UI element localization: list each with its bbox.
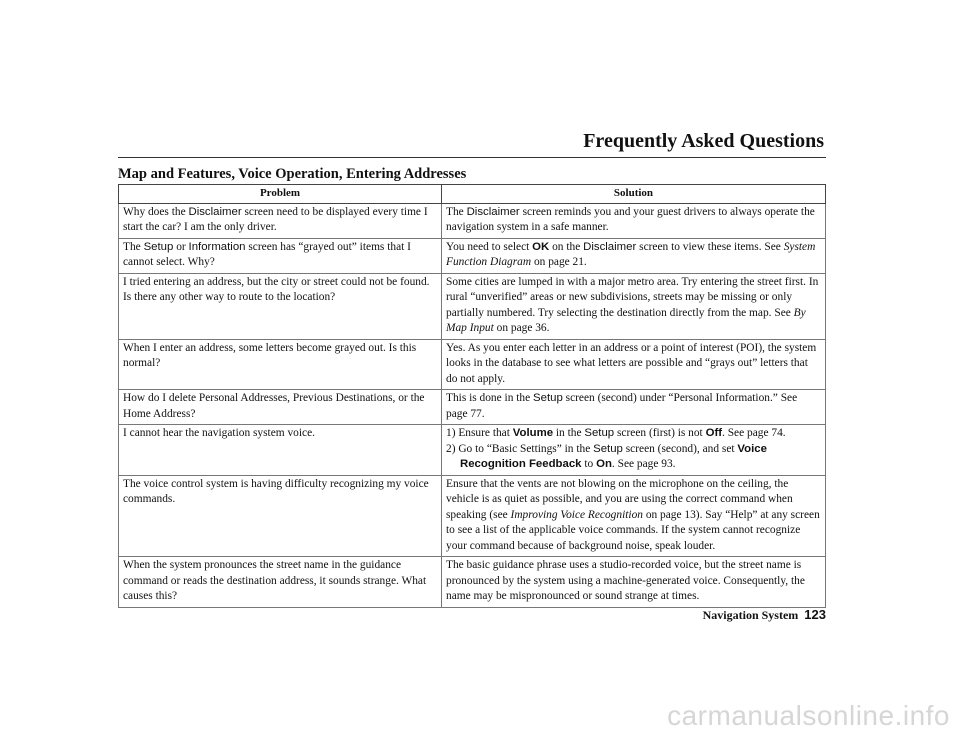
table-row bbox=[119, 273, 826, 339]
table-header-row bbox=[119, 185, 826, 204]
screen-keyword: Volume bbox=[512, 427, 554, 439]
problem-cell: I tried entering an address, but the city or street could not be found. Is there any other way to route to the location? bbox=[119, 273, 442, 339]
problem-cell: The Setup or Information screen has “grayed out” items that I cannot select. Why? bbox=[119, 238, 442, 273]
screen-keyword: Setup bbox=[143, 240, 174, 253]
solution-cell: The basic guidance phrase uses a studio-recorded voice, but the street name is pronounced by the system using a machine-generated voice. Consequently, the name may be mispronounced or sound strange at times. bbox=[442, 557, 826, 608]
faq-table-body bbox=[119, 203, 826, 607]
screen-keyword: OK bbox=[532, 240, 550, 253]
table-row bbox=[119, 339, 826, 390]
solution-cell: Yes. As you enter each letter in an address or a point of interest (POI), the system looks in the database to see what letters are possible and “grays out” letters that do not apply. bbox=[442, 339, 826, 390]
solution-step: 2) Go to “Basic Settings” in the Setup screen (second), and set Voice Recognition Feedback to On. See page 93. bbox=[446, 442, 767, 470]
page-title: Frequently Asked Questions bbox=[583, 130, 824, 152]
table-row bbox=[119, 557, 826, 608]
screen-keyword: Off bbox=[705, 427, 723, 439]
cross-reference: System Function Diagram bbox=[446, 240, 816, 268]
table-row bbox=[119, 238, 826, 273]
screen-keyword: Setup bbox=[533, 392, 563, 404]
screen-keyword: Setup bbox=[593, 442, 623, 455]
screen-keyword: Disclaimer bbox=[188, 205, 242, 218]
problem-cell: Why does the Disclaimer screen need to be displayed every time I start the car? I am the only driver. bbox=[119, 203, 442, 238]
page-footer bbox=[703, 607, 826, 623]
solution-step: 1) Ensure that Volume in the Setup screen (first) is not Off. See page 74. bbox=[446, 427, 786, 439]
screen-keyword: Information bbox=[188, 240, 246, 253]
problem-cell: When I enter an address, some letters become grayed out. Is this normal? bbox=[119, 339, 442, 390]
screen-keyword: On bbox=[596, 458, 612, 470]
footer-label: Navigation System bbox=[702, 608, 799, 622]
table-row bbox=[119, 390, 826, 425]
problem-cell: I cannot hear the navigation system voice. bbox=[119, 425, 442, 476]
problem-cell: How do I delete Personal Addresses, Previous Destinations, or the Home Address? bbox=[119, 390, 442, 425]
watermark-text: carmanualsonline.info bbox=[667, 700, 950, 731]
screen-keyword: Disclaimer bbox=[583, 240, 637, 253]
solution-cell: You need to select OK on the Disclaimer screen to view these items. See System Function Diagram on page 21. bbox=[442, 238, 826, 273]
section-title: Map and Features, Voice Operation, Entering Addresses bbox=[118, 166, 467, 182]
problem-cell: The voice control system is having difficulty recognizing my voice commands. bbox=[119, 475, 442, 557]
page-number: 123 bbox=[804, 607, 826, 622]
solution-cell bbox=[442, 425, 826, 476]
cross-reference: By Map Input bbox=[446, 306, 806, 334]
header-rule bbox=[118, 157, 826, 158]
table-row bbox=[119, 475, 826, 557]
table-row bbox=[119, 425, 826, 476]
solution-cell: Ensure that the vents are not blowing on the microphone on the ceiling, the vehicle is as quiet as possible, and you are using the correct command when speaking (see Improving Voice Recognition on page 13). Say “Help” at any screen to see a list of the applicable voice commands. If the system cannot recognize your command because of background noise, speak louder. bbox=[442, 475, 826, 557]
solution-cell: The Disclaimer screen reminds you and your guest drivers to always operate the navigation system in a safe manner. bbox=[442, 203, 826, 238]
faq-table bbox=[118, 184, 826, 608]
screen-keyword: Voice Recognition Feedback bbox=[460, 442, 767, 470]
problem-cell: When the system pronounces the street name in the guidance command or reads the destination address, it sounds strange. What causes this? bbox=[119, 557, 442, 608]
screen-keyword: Disclaimer bbox=[466, 205, 520, 218]
solution-column-header: Solution bbox=[442, 185, 826, 204]
problem-column-header: Problem bbox=[119, 185, 442, 204]
screen-keyword: Setup bbox=[584, 427, 615, 439]
table-row bbox=[119, 203, 826, 238]
solution-cell: Some cities are lumped in with a major metro area. Try entering the street first. In rural “unverified” areas or new subdivisions, streets may be missing or only partially numbered. Try selecting the destination directly from the map. See By Map Input on page 36. bbox=[442, 273, 826, 339]
cross-reference: Improving Voice Recognition bbox=[510, 508, 643, 521]
solution-cell: This is done in the Setup screen (second) under “Personal Information.” See page 77. bbox=[442, 390, 826, 425]
